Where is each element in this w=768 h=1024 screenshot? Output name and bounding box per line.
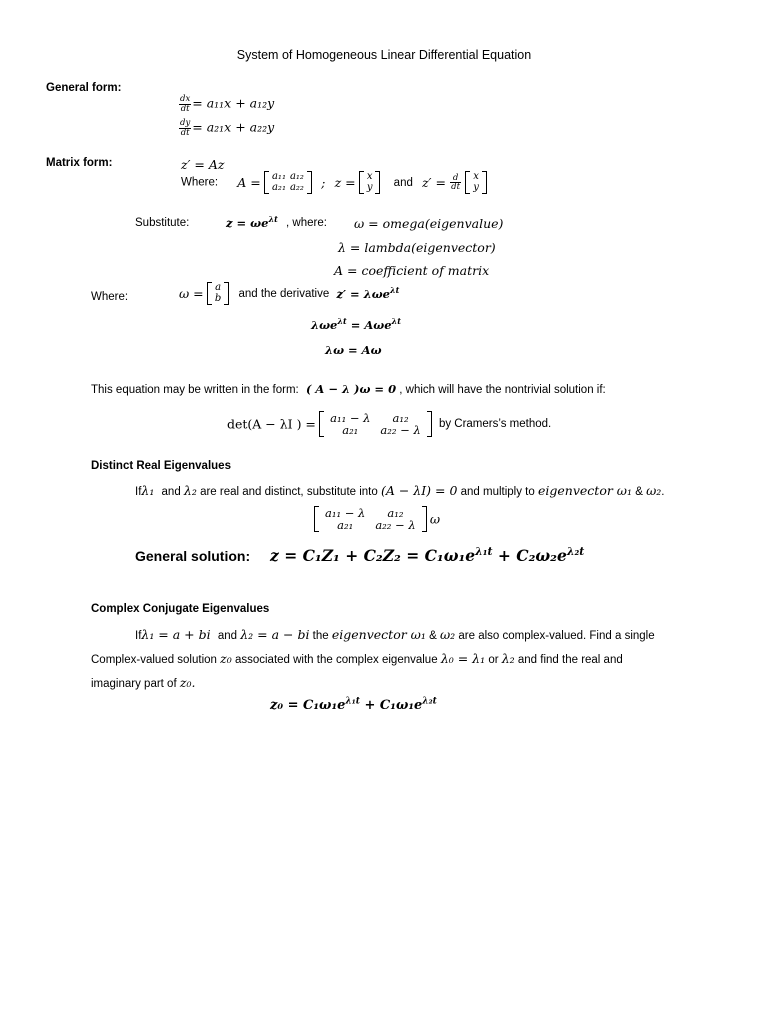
distinct-line: [135, 483, 665, 498]
eigen-eq-1: [311, 318, 401, 332]
dm-c22: a₂₂ − λ: [375, 518, 416, 533]
A-matrix: [264, 172, 312, 193]
omega-lhs: ω =: [179, 286, 204, 301]
gs-exp2: λ₂t: [566, 544, 585, 558]
def-A: A = coefficient of matrix: [334, 263, 490, 278]
imaginary-text: imaginary part of: [91, 678, 177, 690]
amp: &: [635, 486, 643, 498]
def-omega: ω = omega(eigenvalue): [354, 216, 504, 231]
complex-solution-eq: [270, 695, 437, 713]
a21: a₂₁: [271, 181, 286, 193]
where-label: Where:: [181, 176, 219, 189]
eq-form-line: [91, 382, 606, 396]
lambda1-def: λ₁ = a + bi: [141, 627, 211, 642]
eigenvector-omega1: eigenvector ω₁: [537, 483, 632, 498]
page-title: [0, 48, 768, 62]
sub-expr: z = ωe: [226, 216, 269, 230]
eigen-eq-2: λω = Aω: [325, 343, 382, 357]
vec-y: y: [366, 181, 373, 193]
eq1-exp-b: λt: [391, 316, 401, 327]
separator: ;: [321, 175, 326, 190]
or-text: or: [488, 654, 499, 666]
dm-c11: a₁₁ − λ: [325, 506, 366, 520]
eq1-exp-a: λt: [337, 316, 347, 327]
general-solution-label: General solution:: [135, 548, 251, 564]
mult-text: and multiply to: [460, 486, 535, 498]
dy: dy: [180, 118, 191, 128]
lambda1: λ₁: [141, 483, 155, 498]
dt: dt: [451, 182, 460, 192]
det-c22: a₂₂ − λ: [380, 423, 421, 438]
general-eq-2: [178, 119, 274, 137]
sub-exp: λt: [268, 214, 278, 225]
distinct-matrix: [314, 507, 427, 531]
d: d: [450, 174, 461, 184]
det-matrix: [319, 412, 432, 436]
omega: ω: [429, 511, 441, 527]
matrix-form-where-row: [181, 172, 487, 193]
dot: .: [661, 486, 665, 498]
gs-exp1: λ₁t: [475, 544, 493, 558]
if-text: If: [135, 630, 142, 642]
gs-part2: + C₂ω₂e: [492, 546, 567, 565]
def-lambda: λ = lambda(eigenvector): [338, 240, 496, 255]
rest-text: are also complex-valued. Find a single: [458, 630, 655, 642]
ab-vector: [207, 283, 229, 304]
distinct-heading: Distinct Real Eigenvalues: [91, 460, 231, 472]
general-solution-eq: [270, 546, 584, 565]
omega-def-row: [179, 283, 399, 304]
eq-form-before: This equation may be written in the form:: [91, 384, 299, 396]
amp: &: [429, 630, 437, 642]
omega2: ω₂: [646, 483, 662, 498]
zprime-exp: λt: [390, 284, 400, 295]
vec-x: x: [473, 171, 479, 182]
eq-form-expr: ( A − λ )ω = 0: [305, 382, 397, 396]
lambda2-def: λ₂ = a − bi: [240, 627, 310, 642]
z0: z₀: [220, 651, 232, 666]
and-text: and: [217, 630, 238, 642]
vec-a: a: [215, 282, 222, 293]
det-c11: a₁₁ − λ: [330, 411, 371, 425]
associated-text: associated with the complex eigenvalue: [234, 654, 438, 666]
z-vector: [359, 172, 381, 193]
and-text: and: [393, 176, 413, 189]
substitute-expr: [226, 216, 278, 230]
solution-text: Complex-valued solution: [91, 654, 217, 666]
ddt-fraction: [450, 174, 461, 192]
where2-label: Where:: [91, 291, 129, 303]
det-c21: a₂₁: [342, 423, 359, 438]
cs-exp1: λ₁t: [345, 695, 360, 707]
substitute-where: , where:: [286, 217, 327, 229]
eq1-rhs: = a₁₁x + a₁₂y: [192, 95, 275, 111]
eq1-b: = Aωe: [346, 318, 392, 332]
cs-exp2: λ₂t: [422, 695, 437, 707]
eq2-rhs: = a₂₁x + a₂₂y: [192, 119, 275, 135]
omega2: ω₂: [439, 627, 456, 642]
dt: dt: [180, 127, 190, 138]
A-lhs: A =: [237, 175, 261, 190]
zprime-expr: z′ = λωe: [336, 286, 390, 301]
a22: a₂₂: [289, 181, 304, 193]
complex-heading: Complex Conjugate Eigenvalues: [91, 603, 270, 615]
lambda2: λ₂: [183, 483, 197, 498]
det-method: by Cramers’s method.: [438, 418, 552, 431]
lambda0: λ₀ = λ₁: [440, 651, 486, 666]
dx: dx: [180, 94, 191, 104]
det-row: [227, 412, 551, 436]
eq1-a: λωe: [311, 318, 338, 332]
cs-part1: z₀ = C₁ω₁e: [270, 698, 346, 713]
derivative-text: and the derivative: [238, 287, 330, 300]
complex-line-3: [91, 675, 195, 690]
a11: a₁₁: [271, 171, 286, 182]
distinct-expr: (A − λI) = 0: [380, 483, 458, 498]
eigenvector-omega1: eigenvector ω₁: [331, 627, 426, 642]
title-text: System of Homogeneous Linear Differential Equation: [236, 48, 532, 62]
gs-part1: z = C₁Z₁ + C₂Z₂ = C₁ω₁e: [270, 546, 476, 565]
dxdt-fraction: [179, 95, 191, 113]
dt: dt: [180, 103, 190, 114]
vec-b: b: [214, 292, 222, 304]
eq-form-after: , which will have the nontrivial solution if:: [399, 384, 606, 396]
find-text: and find the real and: [517, 654, 623, 666]
dm-c12: a₁₂: [387, 506, 404, 520]
vec-y: y: [473, 181, 479, 193]
complex-line-2: [91, 651, 623, 666]
distinct-matrix-row: [314, 507, 440, 531]
cs-part2: + C₁ω₁e: [359, 698, 423, 713]
dm-c21: a₂₁: [337, 518, 354, 533]
z-lhs: z =: [334, 175, 356, 190]
general-form-label: General form:: [46, 82, 122, 94]
matrix-form-eq: z′ = Az: [181, 157, 225, 172]
xy-vector: [465, 172, 487, 193]
and-text: and: [161, 486, 181, 498]
matrix-form-label: Matrix form:: [46, 157, 113, 169]
det-c12: a₁₂: [392, 411, 409, 425]
lambda2: λ₂: [501, 651, 515, 666]
substitute-label: Substitute:: [135, 217, 190, 229]
vec-x: x: [366, 171, 373, 182]
complex-line-1: [135, 627, 655, 642]
zprime-lhs: z′ =: [422, 175, 446, 190]
mid-text: are real and distinct, substitute into: [200, 486, 378, 498]
if-text: If: [135, 486, 142, 498]
general-eq-1: [178, 95, 274, 113]
the-text: the: [312, 630, 329, 642]
a12: a₁₂: [289, 171, 304, 182]
dydt-fraction: [179, 119, 191, 137]
z0-end: z₀.: [179, 675, 196, 690]
det-lhs: det(A − λI ) =: [227, 416, 316, 432]
